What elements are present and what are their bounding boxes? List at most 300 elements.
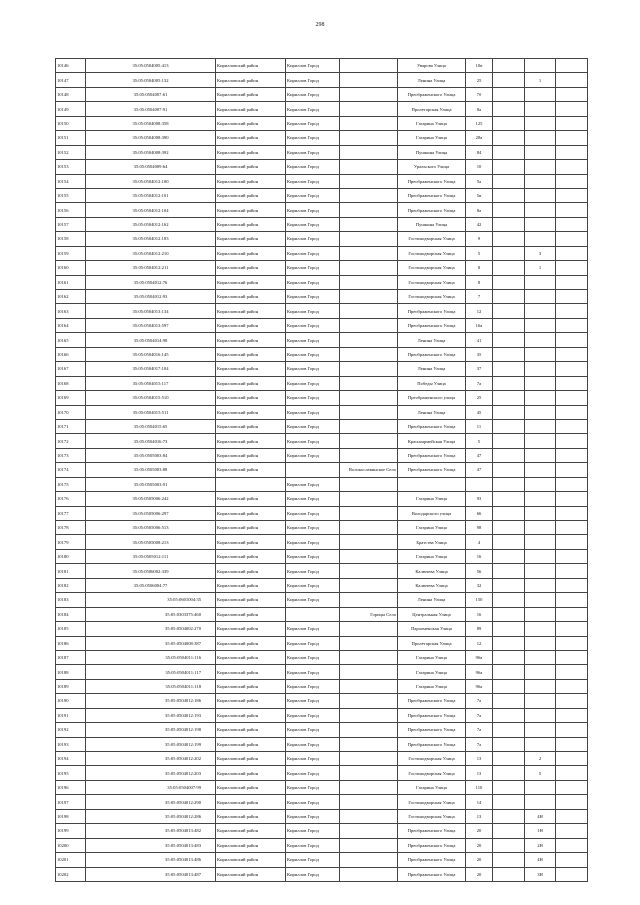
house-number-cell: 42	[466, 217, 493, 231]
apartment-cell	[525, 188, 556, 202]
extra-cell	[556, 434, 588, 448]
apartment-cell: 1	[525, 261, 556, 275]
row-number-cell: 10177	[56, 506, 86, 520]
table-row	[56, 665, 588, 679]
table-row	[56, 477, 588, 491]
house-number-cell: 5	[466, 434, 493, 448]
apartment-cell: 3Н	[525, 867, 556, 881]
building-cell	[493, 203, 525, 217]
row-number-cell: 10166	[56, 347, 86, 361]
building-cell	[493, 102, 525, 116]
extra-cell	[556, 391, 588, 405]
settlement-cell	[340, 102, 398, 116]
table-row	[56, 376, 588, 390]
street-cell: Гагарина Улица	[398, 650, 466, 664]
row-number-cell: 10149	[56, 102, 86, 116]
locality-cell: Кириллов Город	[286, 419, 340, 433]
street-cell: Ленина Улица	[398, 333, 466, 347]
cadastral-number-cell: 35:05:0506004:77	[86, 578, 216, 592]
settlement-cell	[340, 405, 398, 419]
row-number-cell: 10179	[56, 535, 86, 549]
building-cell	[493, 694, 525, 708]
apartment-cell	[525, 463, 556, 477]
street-cell: Преображенского улица	[398, 391, 466, 405]
locality-cell: Кириллов Город	[286, 59, 340, 73]
locality-cell: Кириллов Город	[286, 391, 340, 405]
table-row	[56, 318, 588, 332]
district-cell: Кирилловский район	[216, 679, 286, 693]
cadastral-number-cell: 35:05:0504015:117	[86, 376, 216, 390]
building-cell	[493, 347, 525, 361]
settlement-cell	[340, 246, 398, 260]
locality-cell: Кириллов Город	[286, 87, 340, 101]
house-number-cell: 7б	[466, 87, 493, 101]
locality-cell: Кириллов Город	[286, 809, 340, 823]
apartment-cell	[525, 694, 556, 708]
settlement-cell	[340, 87, 398, 101]
settlement-cell: Волокославинское Село	[340, 463, 398, 477]
street-cell: Гостинодворская Улица	[398, 290, 466, 304]
building-cell	[493, 145, 525, 159]
locality-cell: Кириллов Город	[286, 448, 340, 462]
street-cell: Преображенского Улица	[398, 419, 466, 433]
apartment-cell	[525, 679, 556, 693]
building-cell	[493, 318, 525, 332]
extra-cell	[556, 853, 588, 867]
apartment-cell	[525, 434, 556, 448]
street-cell: Преображенского Улица	[398, 448, 466, 462]
building-cell	[493, 174, 525, 188]
extra-cell	[556, 188, 588, 202]
building-cell	[493, 246, 525, 260]
house-number-cell: 47	[466, 463, 493, 477]
district-cell: Кирилловский район	[216, 665, 286, 679]
building-cell	[493, 131, 525, 145]
cadastral-number-cell: 35:05:0504002:270	[86, 622, 216, 636]
district-cell: Кирилловский район	[216, 607, 286, 621]
locality-cell: Кириллов Город	[286, 232, 340, 246]
building-cell	[493, 867, 525, 881]
street-cell: Преображенского Улица	[398, 694, 466, 708]
house-number-cell: 89	[466, 622, 493, 636]
row-number-cell: 10201	[56, 853, 86, 867]
extra-cell	[556, 492, 588, 506]
house-number-cell: 5в	[466, 188, 493, 202]
locality-cell: Кириллов Город	[286, 578, 340, 592]
building-cell	[493, 217, 525, 231]
locality-cell: Кириллов Город	[286, 679, 340, 693]
apartment-cell	[525, 347, 556, 361]
street-cell: Гагарина Улица	[398, 116, 466, 130]
locality-cell: Кириллов Город	[286, 477, 340, 491]
apartment-cell	[525, 174, 556, 188]
row-number-cell: 10181	[56, 564, 86, 578]
settlement-cell	[340, 333, 398, 347]
extra-cell	[556, 549, 588, 563]
row-number-cell: 10171	[56, 419, 86, 433]
district-cell: Кирилловский район	[216, 708, 286, 722]
settlement-cell	[340, 824, 398, 838]
locality-cell: Кириллов Город	[286, 217, 340, 231]
house-number-cell: 12	[466, 304, 493, 318]
row-number-cell: 10172	[56, 434, 86, 448]
apartment-cell	[525, 160, 556, 174]
locality-cell: Кириллов Город	[286, 549, 340, 563]
settlement-cell	[340, 492, 398, 506]
extra-cell	[556, 448, 588, 462]
cadastral-number-cell: 35:05:0504012:186	[86, 694, 216, 708]
street-cell: Калючева Улица	[398, 564, 466, 578]
apartment-cell	[525, 131, 556, 145]
extra-cell	[556, 607, 588, 621]
settlement-cell	[340, 780, 398, 794]
cadastral-number-cell: 35:05:0504014:98	[86, 333, 216, 347]
district-cell: Кирилловский район	[216, 160, 286, 174]
house-number-cell: 20	[466, 824, 493, 838]
table-row	[56, 87, 588, 101]
locality-cell: Кириллов Город	[286, 102, 340, 116]
house-number-cell: 20	[466, 838, 493, 852]
settlement-cell	[340, 362, 398, 376]
house-number-cell: 98	[466, 521, 493, 535]
table-row	[56, 405, 588, 419]
locality-cell: Кириллов Город	[286, 593, 340, 607]
settlement-cell	[340, 261, 398, 275]
cadastral-number-cell: 35:05:0505003:88	[86, 463, 216, 477]
street-cell: Пролетарская Улица	[398, 102, 466, 116]
settlement-cell	[340, 521, 398, 535]
locality-cell: Кириллов Город	[286, 694, 340, 708]
row-number-cell: 10167	[56, 362, 86, 376]
apartment-cell	[525, 217, 556, 231]
building-cell	[493, 405, 525, 419]
district-cell: Кирилловский район	[216, 564, 286, 578]
street-cell: Преображенского Улица	[398, 853, 466, 867]
extra-cell	[556, 867, 588, 881]
cadastral-number-cell: 35:05:0504013:482	[86, 824, 216, 838]
building-cell	[493, 708, 525, 722]
row-number-cell: 10180	[56, 549, 86, 563]
cadastral-number-cell: 35:05:0504012:202	[86, 752, 216, 766]
district-cell: Кирилловский район	[216, 535, 286, 549]
district-cell: Кирилловский район	[216, 824, 286, 838]
building-cell	[493, 780, 525, 794]
house-number-cell: 37	[466, 362, 493, 376]
settlement-cell	[340, 838, 398, 852]
building-cell	[493, 549, 525, 563]
table-row	[56, 607, 588, 621]
table-row	[56, 160, 588, 174]
extra-cell	[556, 376, 588, 390]
extra-cell	[556, 131, 588, 145]
table-row	[56, 347, 588, 361]
apartment-cell: 5	[525, 766, 556, 780]
building-cell	[493, 275, 525, 289]
street-cell: Гостинодворская Улица	[398, 232, 466, 246]
house-number-cell: 125	[466, 116, 493, 130]
settlement-cell	[340, 795, 398, 809]
table-row	[56, 463, 588, 477]
district-cell: Кирилловский район	[216, 650, 286, 664]
cadastral-number-cell: 35:05:0504013:483	[86, 838, 216, 852]
district-cell: Кирилловский район	[216, 463, 286, 477]
extra-cell	[556, 578, 588, 592]
locality-cell: Кириллов Город	[286, 723, 340, 737]
district-cell: Кирилловский район	[216, 362, 286, 376]
row-number-cell: 10175	[56, 477, 86, 491]
apartment-cell	[525, 333, 556, 347]
cadastral-number-cell: 35:05:0504012:104	[86, 203, 216, 217]
street-cell: Калючева Улица	[398, 578, 466, 592]
district-cell: Кирилловский район	[216, 809, 286, 823]
table-row	[56, 780, 588, 794]
building-cell	[493, 290, 525, 304]
district-cell: Кирилловский район	[216, 87, 286, 101]
cadastral-number-cell: 35:05:0504011:118	[86, 679, 216, 693]
district-cell: Кирилловский район	[216, 203, 286, 217]
extra-cell	[556, 405, 588, 419]
extra-cell	[556, 102, 588, 116]
district-cell: Кирилловский район	[216, 795, 286, 809]
apartment-cell	[525, 521, 556, 535]
locality-cell: Кириллов Город	[286, 867, 340, 881]
street-cell: Братства Улица	[398, 535, 466, 549]
street-cell: Пушкина Улица	[398, 145, 466, 159]
district-cell: Кирилловский район	[216, 867, 286, 881]
house-number-cell: 7а	[466, 376, 493, 390]
apartment-cell	[525, 506, 556, 520]
apartment-cell: 3	[525, 246, 556, 260]
locality-cell	[286, 607, 340, 621]
house-number-cell: 150	[466, 593, 493, 607]
street-cell: Ленина Улица	[398, 593, 466, 607]
locality-cell: Кириллов Город	[286, 304, 340, 318]
street-cell: Гостинодворская Улица	[398, 752, 466, 766]
row-number-cell: 10174	[56, 463, 86, 477]
district-cell: Кирилловский район	[216, 780, 286, 794]
apartment-cell	[525, 405, 556, 419]
cadastral-number-cell: 35:05:0504012:93	[86, 290, 216, 304]
cadastral-number-cell: 35:05:0504012:286	[86, 809, 216, 823]
extra-cell	[556, 116, 588, 130]
apartment-cell	[525, 376, 556, 390]
street-cell: Преображенского Улица	[398, 463, 466, 477]
settlement-cell	[340, 622, 398, 636]
apartment-cell	[525, 622, 556, 636]
row-number-cell: 10156	[56, 203, 86, 217]
extra-cell	[556, 290, 588, 304]
table-row	[56, 650, 588, 664]
row-number-cell: 10197	[56, 795, 86, 809]
house-number-cell: 8а	[466, 102, 493, 116]
row-number-cell: 10178	[56, 521, 86, 535]
extra-cell	[556, 275, 588, 289]
cadastral-number-cell: 35:05:0504013:487	[86, 867, 216, 881]
row-number-cell: 10183	[56, 593, 86, 607]
table-row	[56, 131, 588, 145]
street-cell: Гагарина Улица	[398, 679, 466, 693]
extra-cell	[556, 477, 588, 491]
cadastral-number-cell: 35:05:0505012:111	[86, 549, 216, 563]
row-number-cell: 10173	[56, 448, 86, 462]
house-number-cell: 93	[466, 492, 493, 506]
building-cell	[493, 838, 525, 852]
locality-cell: Кириллов Город	[286, 838, 340, 852]
locality-cell: Кириллов Город	[286, 160, 340, 174]
district-cell: Кирилловский район	[216, 737, 286, 751]
settlement-cell	[340, 766, 398, 780]
extra-cell	[556, 261, 588, 275]
locality-cell: Кириллов Город	[286, 564, 340, 578]
district-cell: Кирилловский район	[216, 59, 286, 73]
locality-cell: Кириллов Город	[286, 174, 340, 188]
settlement-cell	[340, 708, 398, 722]
apartment-cell: 4Н	[525, 853, 556, 867]
apartment-cell	[525, 145, 556, 159]
street-cell: Гостинодворская Улица	[398, 261, 466, 275]
district-cell: Кирилловский район	[216, 347, 286, 361]
row-number-cell: 10195	[56, 766, 86, 780]
table-row	[56, 723, 588, 737]
locality-cell: Кириллов Город	[286, 752, 340, 766]
house-number-cell: 4	[466, 535, 493, 549]
row-number-cell: 10148	[56, 87, 86, 101]
settlement-cell	[340, 867, 398, 881]
table-row	[56, 203, 588, 217]
extra-cell	[556, 650, 588, 664]
table-row	[56, 174, 588, 188]
table-row	[56, 304, 588, 318]
district-cell: Кирилловский район	[216, 448, 286, 462]
cadastral-number-cell: 35:05:0505003:84	[86, 448, 216, 462]
locality-cell: Кириллов Город	[286, 506, 340, 520]
building-cell	[493, 795, 525, 809]
building-cell	[493, 737, 525, 751]
settlement-cell	[340, 203, 398, 217]
apartment-cell	[525, 477, 556, 491]
locality-cell: Кириллов Город	[286, 246, 340, 260]
apartment-cell	[525, 419, 556, 433]
cadastral-number-cell: 35:05:0504015:510	[86, 391, 216, 405]
row-number-cell: 10163	[56, 304, 86, 318]
cadastral-number-cell: 35:05:0504011:117	[86, 665, 216, 679]
street-cell: Гагарина Улица	[398, 131, 466, 145]
property-registry-table	[55, 58, 588, 882]
extra-cell	[556, 160, 588, 174]
locality-cell: Кириллов Город	[286, 535, 340, 549]
house-number-cell: 7	[466, 290, 493, 304]
district-cell: Кирилловский район	[216, 275, 286, 289]
district-cell: Кирилловский район	[216, 766, 286, 780]
settlement-cell	[340, 347, 398, 361]
building-cell	[493, 261, 525, 275]
cadastral-number-cell: 35:05:0504009:64	[86, 160, 216, 174]
apartment-cell	[525, 232, 556, 246]
house-number-cell	[466, 477, 493, 491]
apartment-cell	[525, 59, 556, 73]
table-row	[56, 853, 588, 867]
table-row	[56, 391, 588, 405]
locality-cell: Кириллов Город	[286, 203, 340, 217]
table-body	[56, 59, 588, 882]
house-number-cell: 8	[466, 261, 493, 275]
house-number-cell: 96а	[466, 679, 493, 693]
building-cell	[493, 578, 525, 592]
cadastral-number-cell: 35:05:0504016:73	[86, 434, 216, 448]
row-number-cell: 10154	[56, 174, 86, 188]
settlement-cell	[340, 318, 398, 332]
cadastral-number-cell: 35:05:0506002:339	[86, 564, 216, 578]
house-number-cell: 12	[466, 636, 493, 650]
district-cell: Кирилловский район	[216, 174, 286, 188]
settlement-cell	[340, 160, 398, 174]
building-cell	[493, 593, 525, 607]
row-number-cell: 10158	[56, 232, 86, 246]
locality-cell: Кириллов Город	[286, 521, 340, 535]
building-cell	[493, 477, 525, 491]
table-row	[56, 59, 588, 73]
cadastral-number-cell: 35:05:0504007:99	[86, 780, 216, 794]
street-cell: Преображенского Улица	[398, 87, 466, 101]
district-cell: Кирилловский район	[216, 434, 286, 448]
building-cell	[493, 607, 525, 621]
house-number-cell: 8	[466, 275, 493, 289]
locality-cell: Кириллов Город	[286, 780, 340, 794]
settlement-cell	[340, 131, 398, 145]
street-cell: Гостинодворская Улица	[398, 766, 466, 780]
table-row	[56, 795, 588, 809]
locality-cell: Кириллов Город	[286, 347, 340, 361]
row-number-cell: 10160	[56, 261, 86, 275]
apartment-cell: 1	[525, 73, 556, 87]
locality-cell: Кириллов Город	[286, 145, 340, 159]
settlement-cell	[340, 116, 398, 130]
locality-cell: Кириллов Город	[286, 795, 340, 809]
district-cell: Кирилловский район	[216, 694, 286, 708]
apartment-cell: 2Н	[525, 838, 556, 852]
settlement-cell	[340, 232, 398, 246]
row-number-cell: 10152	[56, 145, 86, 159]
extra-cell	[556, 73, 588, 87]
street-cell: Преображенского Улица	[398, 708, 466, 722]
house-number-cell: 96а	[466, 665, 493, 679]
house-number-cell: 20	[466, 867, 493, 881]
house-number-cell: 45	[466, 405, 493, 419]
settlement-cell	[340, 737, 398, 751]
district-cell: Кирилловский район	[216, 116, 286, 130]
table-row	[56, 535, 588, 549]
extra-cell	[556, 723, 588, 737]
table-row	[56, 492, 588, 506]
cadastral-number-cell: 35:05:0504012:198	[86, 723, 216, 737]
settlement-cell	[340, 73, 398, 87]
settlement-cell	[340, 145, 398, 159]
table-row	[56, 333, 588, 347]
house-number-cell: 13	[466, 766, 493, 780]
district-cell: Кирилловский район	[216, 232, 286, 246]
building-cell	[493, 564, 525, 578]
locality-cell	[286, 463, 340, 477]
extra-cell	[556, 679, 588, 693]
house-number-cell: 10	[466, 160, 493, 174]
house-number-cell: 13	[466, 752, 493, 766]
table-row	[56, 622, 588, 636]
building-cell	[493, 766, 525, 780]
settlement-cell	[340, 448, 398, 462]
district-cell	[216, 477, 286, 491]
cadastral-number-cell: 35:05:0505006:513	[86, 521, 216, 535]
row-number-cell: 10192	[56, 723, 86, 737]
